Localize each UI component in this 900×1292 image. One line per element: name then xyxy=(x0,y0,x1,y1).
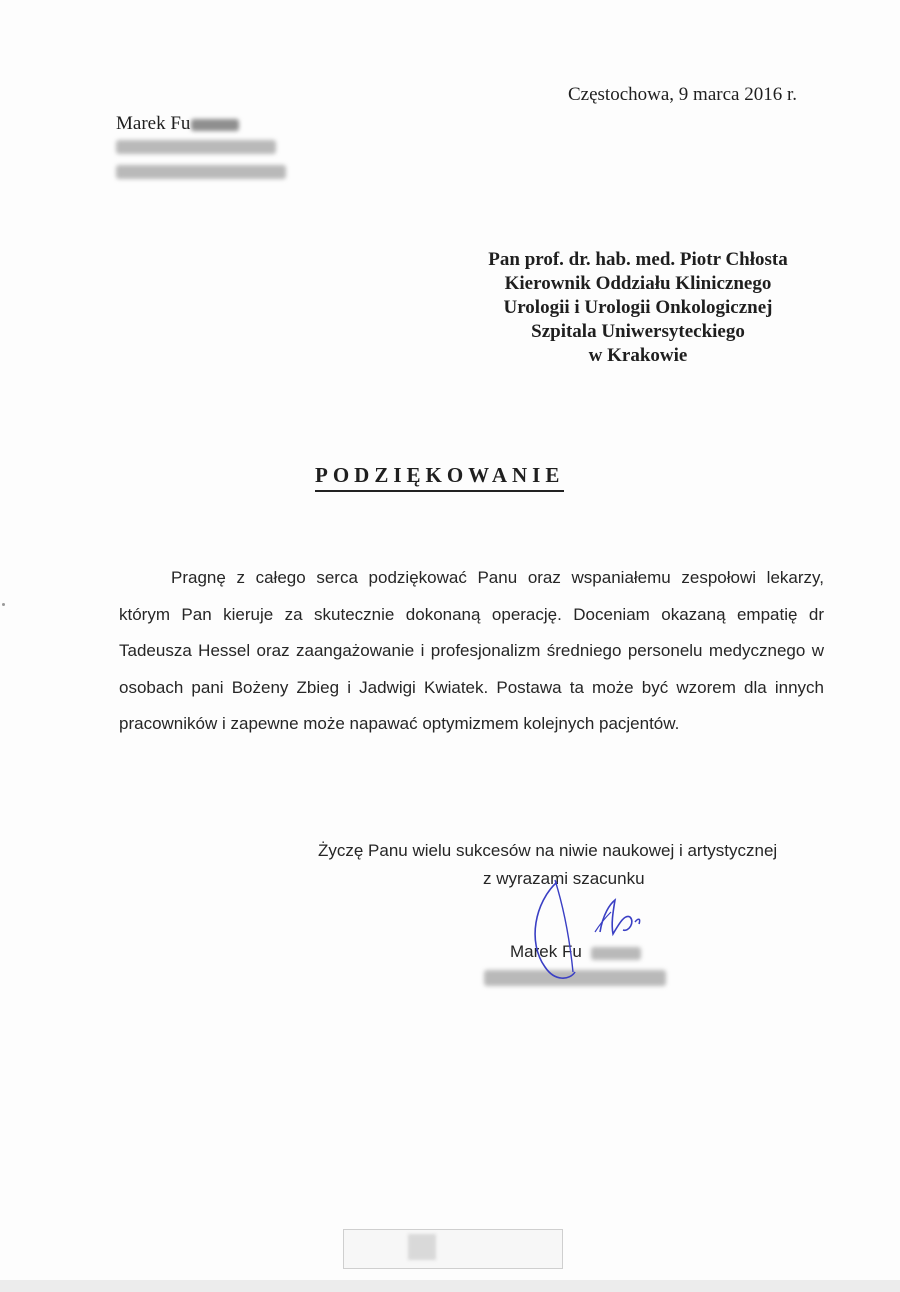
recipient-line: w Krakowie xyxy=(588,345,688,366)
sender-name xyxy=(116,113,239,135)
sender-name-visible: Marek Fu xyxy=(116,113,191,134)
handwritten-signature xyxy=(525,872,665,992)
stamp-mark xyxy=(408,1234,436,1260)
page-bottom-edge xyxy=(0,1280,900,1292)
redacted-surname xyxy=(191,119,239,131)
recipient-line: Kierownik Oddziału Klinicznego xyxy=(504,273,772,294)
redacted-city xyxy=(116,165,286,179)
letter-heading: PODZIĘKOWANIE xyxy=(315,463,564,492)
signer-name-visible: Marek Fu xyxy=(510,942,582,961)
paper-speck xyxy=(2,603,5,606)
recipient-line: Pan prof. dr. hab. med. Piotr Chłosta xyxy=(488,249,788,270)
closing-regards: z wyrazami szacunku xyxy=(483,869,645,888)
place-date: Częstochowa, 9 marca 2016 r. xyxy=(568,84,797,105)
redacted-street xyxy=(116,140,276,154)
recipient-block xyxy=(450,248,826,368)
closing-wishes: Życzę Panu wielu sukcesów na niwie naukowej i artystycznej xyxy=(318,841,778,860)
scan-stamp xyxy=(343,1229,563,1269)
recipient-line: Szpitala Uniwersyteckiego xyxy=(531,321,745,342)
letter-body: Pragnę z całego serca podziękować Panu oraz wspaniałemu zespołowi lekarzy, którym Pan kieruje za skutecznie dokonaną operację. Doceniam okazaną empatię dr Tadeusza Hessel oraz zaangażowanie i profesjonalizm średniego personelu medycznego w osobach pani Bożeny Zbieg i Jadwigi Kwiatek. Postawa ta może być wzorem dla innych pracowników i zapewne może napawać optymizmem kolejnych pacjentów. xyxy=(119,568,824,733)
recipient-line: Urologii i Urologii Onkologicznej xyxy=(503,297,773,318)
